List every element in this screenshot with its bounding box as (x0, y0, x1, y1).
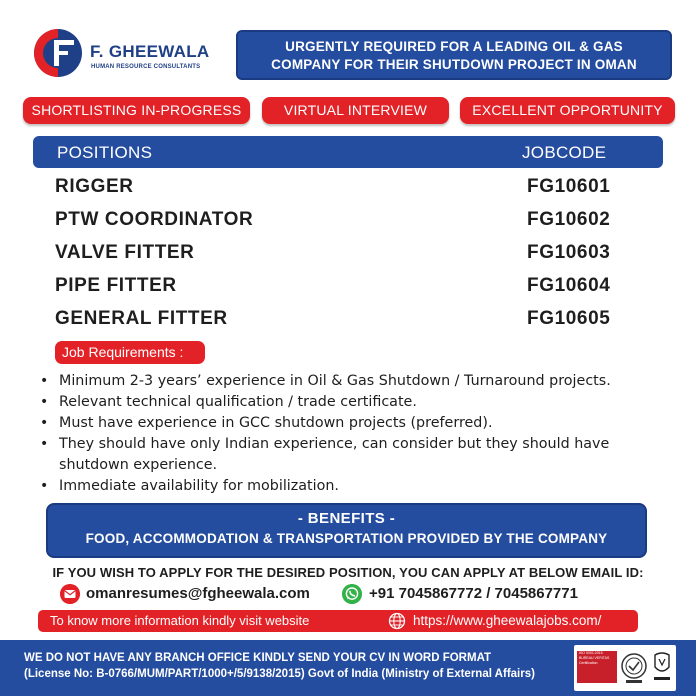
list-item: • Must have experience in GCC shutdown projects (preferred). (40, 413, 680, 434)
table-row (55, 275, 635, 301)
position-title: PIPE FITTER (55, 275, 177, 296)
globe-icon (388, 612, 406, 630)
job-requirements-label: Job Requirements : (55, 341, 205, 364)
list-item: • Relevant technical qualification / trade certificate. (40, 392, 680, 413)
whatsapp-icon (342, 584, 362, 604)
column-header-jobcode: JOBCODE (522, 143, 607, 162)
certification-badge (574, 645, 676, 691)
benefits-banner (46, 503, 647, 558)
tag-excellent-opportunity: EXCELLENT OPPORTUNITY (460, 97, 675, 124)
benefits-title: - BENEFITS - (297, 510, 396, 527)
job-code: FG10603 (527, 242, 611, 263)
table-row (55, 176, 635, 202)
benefits-text: FOOD, ACCOMMODATION & TRANSPORTATION PROVIDED BY THE COMPANY (85, 531, 608, 546)
list-item: • Immediate availability for mobilization. (40, 476, 680, 497)
table-row (55, 209, 635, 235)
apply-instructions: IF YOU WISH TO APPLY FOR THE DESIRED POSITION, YOU CAN APPLY AT BELOW EMAIL ID: (52, 565, 644, 580)
position-title: VALVE FITTER (55, 242, 195, 263)
email-icon (60, 584, 80, 604)
website-info-text: To know more information kindly visit website (50, 613, 310, 628)
list-item: • They should have only Indian experience, can consider but they should have shutdown experience. (40, 434, 680, 476)
contact-row (58, 583, 658, 605)
footer-notice: WE DO NOT HAVE ANY BRANCH OFFICE KINDLY SEND YOUR CV IN WORD FORMAT (24, 652, 492, 664)
phone-numbers[interactable]: +91 7045867772 / 7045867771 (369, 585, 578, 602)
website-link[interactable]: https://www.gheewalajobs.com/ (413, 613, 602, 628)
requirements-list (40, 371, 680, 497)
tag-shortlisting: SHORTLISTING IN-PROGRESS (23, 97, 250, 124)
list-item: • Minimum 2-3 years’ experience in Oil & Gas Shutdown / Turnaround projects. (40, 371, 680, 392)
tag-virtual-interview: VIRTUAL INTERVIEW (262, 97, 449, 124)
position-title: GENERAL FITTER (55, 308, 228, 329)
positions-table-header (33, 136, 663, 168)
headline-line-1: URGENTLY REQUIRED FOR A LEADING OIL & GAS (285, 39, 623, 54)
column-header-positions: POSITIONS (57, 143, 153, 162)
company-logo (32, 28, 222, 78)
table-row (55, 242, 635, 268)
job-code: FG10602 (527, 209, 611, 230)
logo-mark-icon (32, 28, 84, 78)
headline-line-2: COMPANY FOR THEIR SHUTDOWN PROJECT IN OMAN (271, 57, 637, 72)
job-code: FG10605 (527, 308, 611, 329)
ukas-mark-icon (651, 651, 673, 685)
position-title: RIGGER (55, 176, 134, 197)
website-info-bar (38, 610, 638, 632)
email-link[interactable]: omanresumes@fgheewala.com (86, 585, 310, 602)
table-row (55, 308, 635, 334)
position-title: PTW COORDINATOR (55, 209, 254, 230)
brand-tagline: HUMAN RESOURCE CONSULTANTS (91, 64, 201, 70)
headline-banner (236, 30, 672, 80)
certification-seal-icon (620, 650, 648, 686)
bureau-veritas-logo: ISO 9001:2015 BUREAU VERITAS Certification (577, 651, 617, 683)
job-code: FG10601 (527, 176, 611, 197)
footer-license: (License No: B-0766/MUM/PART/1000+/5/9138/2015) Govt of India (Ministry of External Affairs) (24, 668, 535, 680)
job-code: FG10604 (527, 275, 611, 296)
brand-name: F. GHEEWALA (90, 42, 210, 61)
